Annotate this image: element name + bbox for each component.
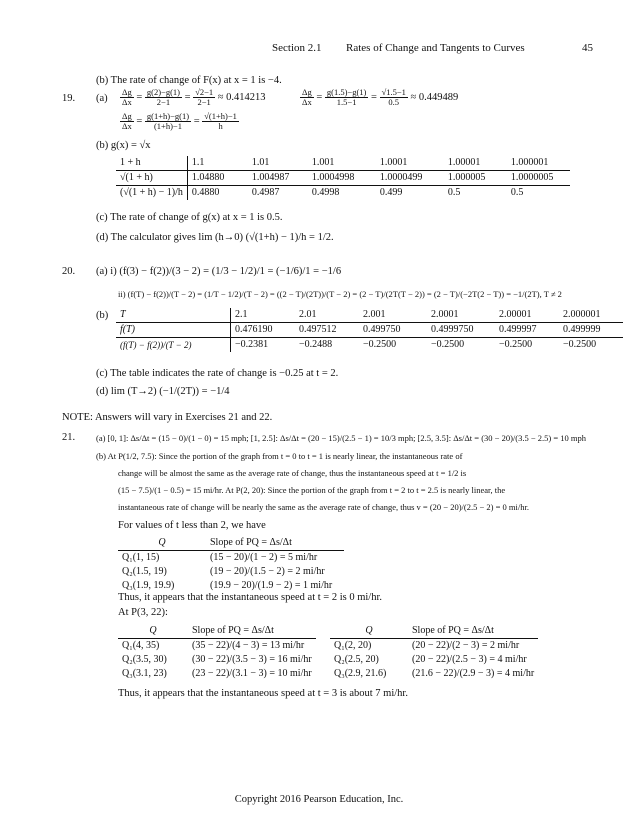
answer-21b-line2: change will be almost the same as the average rate of change, thus the instantaneous speed at t = 1/2 is — [118, 468, 467, 478]
at-point-label: At P(3, 22): — [118, 607, 168, 618]
answer-20a-ii: ii) (f(T) − f(2))/(T − 2) = (1/T − 1/2)/(T − 2) = ((2 − T)/(2T))/(T − 2) = (2 − T)/(2T(T − 2)) = (2 − T)/(−2T(2 − T)) = −1/(2T), T ≠ 2 — [118, 289, 562, 299]
answer-21b-line5: For values of t less than 2, we have — [118, 520, 266, 531]
part-b-label: (b) — [96, 310, 109, 321]
table-19 — [116, 156, 570, 200]
answer-20d: (d) lim (T→2) (−1/(2T)) = −1/4 — [96, 386, 230, 397]
table-row: Q₃(3.1, 23) (23 − 22)/(3.1 − 3) = 10 mi/hr — [122, 668, 312, 679]
table-row: Q Slope of PQ = Δs/Δt — [118, 536, 344, 551]
answer-21b-line3: (15 − 7.5)/(1 − 0.5) = 15 mi/hr. At P(2, 20): Since the portion of the graph from t = 2 to t = 2.5 is nearly linear, the — [118, 485, 506, 495]
table-row: 1 + h 1.1 1.01 1.001 1.0001 1.00001 1.000001 — [116, 156, 570, 171]
copyright-footer: Copyright 2016 Pearson Education, Inc. — [234, 794, 404, 805]
section-title: Rates of Change and Tangents to Curves — [346, 42, 525, 54]
table-row: Q₁(1, 15) (15 − 20)/(1 − 2) = 5 mi/hr — [122, 552, 318, 563]
conclusion-1: Thus, it appears that the instantaneous speed at t = 2 is 0 mi/hr. — [118, 592, 382, 603]
table-row: Q₂(1.5, 19) (19 − 20)/(1.5 − 2) = 2 mi/hr — [122, 566, 325, 577]
exercise-number-19: 19. — [62, 93, 76, 104]
page-number: 45 — [582, 42, 593, 54]
answer-21b-line1: (b) At P(1/2, 7.5): Since the portion of the graph from t = 0 to t = 1 is nearly linear, the instantaneous rate of — [96, 451, 463, 461]
table-row: (f(T) − f(2))/(T − 2) −0.2381 −0.2488 −0.2500 −0.2500 −0.2500 −0.2500 — [116, 338, 623, 353]
difference-quotient-2: $\frac{\Delta g}{\Delta x}$ = $\frac{g(1.5)-g(1)}{1.5-1}$ = $\frac{√1.5-1}{0.5}$ ≈ 0.449489 — [302, 87, 459, 107]
answer-20c: (c) The table indicates the rate of change is −0.25 at t = 2. — [96, 368, 339, 379]
table-row: Q Slope of PQ = Δs/Δt — [330, 624, 538, 639]
answer-19c: (c) The rate of change of g(x) at x = 1 is 0.5. — [96, 212, 283, 223]
table-row: Q₂(3.5, 30) (30 − 22)/(3.5 − 3) = 16 mi/hr — [122, 654, 312, 665]
exercise-number-21: 21. — [62, 432, 76, 443]
answer-19d: (d) The calculator gives lim (h→0) (√(1+h) − 1)/h = 1/2. — [96, 232, 334, 243]
note: NOTE: Answers will vary in Exercises 21 and 22. — [62, 412, 273, 423]
answer-21a: (a) [0, 1]: Δs/Δt = (15 − 0)/(1 − 0) = 15 mph; [1, 2.5]: Δs/Δt = (20 − 15)/(2.5 − 1) = 10/3 mph; [2.5, 3.5]: Δs/Δt = (30 − 20)/(3.5 − 2.5) = 10 mph — [96, 433, 587, 443]
table-row: Q₂(2.5, 20) (20 − 22)/(2.5 − 3) = 4 mi/hr — [334, 654, 527, 665]
part-b-function: (b) g(x) = √x — [96, 140, 151, 151]
table-row: f(T) 0.476190 0.497512 0.499750 0.4999750 0.499997 0.499999 — [116, 323, 623, 338]
slope-table-above-3 — [118, 624, 316, 681]
table-row: (√(1 + h) − 1)/h 0.4880 0.4987 0.4998 0.499 0.5 0.5 — [116, 186, 570, 201]
answer-21b-line4: instantaneous rate of change will be nearly the same as the average rate of change, thus v = (20 − 20)/(2.5 − 2) = 0 mi/hr. — [118, 502, 529, 512]
table-row: Q₁(2, 20) (20 − 22)/(2 − 3) = 2 mi/hr — [334, 640, 520, 651]
table-20 — [116, 308, 623, 352]
table-row: Q₃(2.9, 21.6) (21.6 − 22)/(2.9 − 3) = 4 mi/hr — [334, 668, 535, 679]
conclusion-2: Thus, it appears that the instantaneous speed at t = 3 is about 7 mi/hr. — [118, 688, 408, 699]
section-label: Section 2.1 — [272, 42, 322, 54]
table-row: Q₁(4, 35) (35 − 22)/(4 − 3) = 13 mi/hr — [122, 640, 305, 651]
table-row: Q₃(1.9, 19.9) (19.9 − 20)/(1.9 − 2) = 1 mi/hr — [122, 580, 333, 591]
table-row: √(1 + h) 1.04880 1.004987 1.0004998 1.0000499 1.000005 1.0000005 — [116, 171, 570, 186]
slope-table-below-2 — [118, 536, 344, 593]
exercise-number-20: 20. — [62, 266, 76, 277]
slope-table-below-3 — [330, 624, 538, 681]
part-a-label: (a) — [96, 93, 108, 104]
answer-18b: (b) The rate of change of F(x) at x = 1 is −4. — [96, 75, 282, 86]
difference-quotient-3: $\frac{\Delta g}{\Delta x}$ = $\frac{g(1+h)-g(1)}{(1+h)-1}$ = $\frac{√(1+h)-1}{h}$ — [122, 111, 237, 131]
table-row: Q Slope of PQ = Δs/Δt — [118, 624, 316, 639]
difference-quotient-1: $\frac{\Delta g}{\Delta x}$ = $\frac{g(2)-g(1)}{2-1}$ = $\frac{√2-1}{2-1}$ ≈ 0.414213 — [122, 87, 266, 107]
answer-20a-i: (a) i) (f(3) − f(2))/(3 − 2) = (1/3 − 1/2)/1 = (−1/6)/1 = −1/6 — [96, 266, 342, 277]
table-row: T 2.1 2.01 2.001 2.0001 2.00001 2.000001 — [116, 308, 623, 323]
